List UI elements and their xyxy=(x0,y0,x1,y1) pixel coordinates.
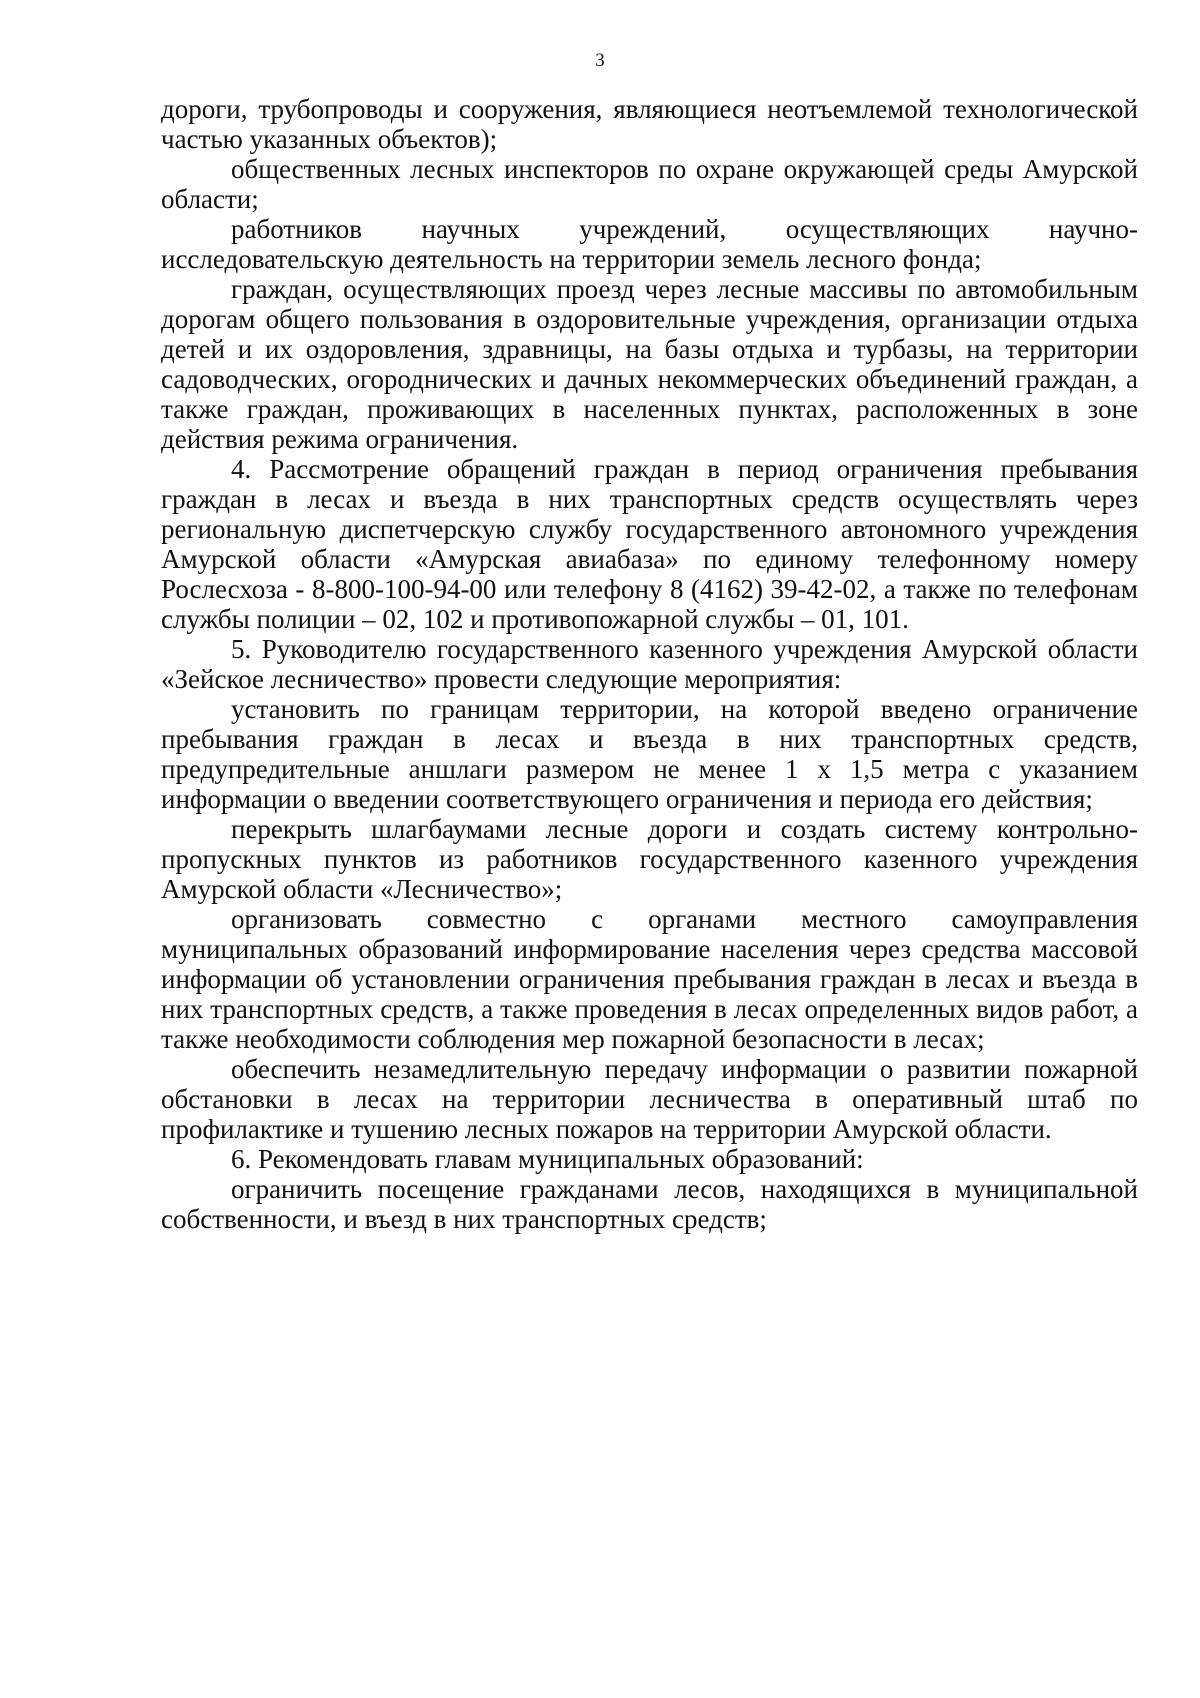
paragraph-barriers: перекрыть шлагбаумами лесные дороги и создать систему контрольно-пропускных пунктов из работников государственного казенного учреждения Амурской области «Лесничество»; xyxy=(161,814,1138,904)
paragraph-install-signs: установить по границам территории, на которой введено ограничение пребывания граждан в лесах и въезда в них транспортных средств, предупредительные аншлаги размером не менее 1 х 1,5 метра с указанием информации о введении соответствующего ограничения и периода его действия; xyxy=(161,694,1138,814)
document-body xyxy=(161,94,1138,1234)
paragraph-citizens-transit: граждан, осуществляющих проезд через лесные массивы по автомобильным дорогам общего пользования в оздоровительные учреждения, организации отдыха детей и их оздоровления, здравницы, на базы отдыха и турбазы, на территории садоводческих, огороднических и дачных некоммерческих объединений граждан, а также граждан, проживающих в населенных пунктах, расположенных в зоне действия режима ограничения. xyxy=(161,274,1138,454)
paragraph-organize-info: организовать совместно с органами местного самоуправления муниципальных образований информирование населения через средства массовой информации об установлении ограничения пребывания граждан в лесах и въезда в них транспортных средств, а также проведения в лесах определенных видов работ, а также необходимости соблюдения мер пожарной безопасности в лесах; xyxy=(161,904,1138,1054)
paragraph-item-5: 5. Руководителю государственного казенного учреждения Амурской области «Зейское лесничество» провести следующие мероприятия: xyxy=(161,634,1138,694)
paragraph-restrict-visits: ограничить посещение гражданами лесов, находящихся в муниципальной собственности, и въезд в них транспортных средств; xyxy=(161,1174,1138,1234)
page-number: 3 xyxy=(595,50,605,71)
paragraph-forest-inspectors: общественных лесных инспекторов по охране окружающей среды Амурской области; xyxy=(161,154,1138,214)
paragraph-item-4: 4. Рассмотрение обращений граждан в период ограничения пребывания граждан в лесах и въезда в них транспортных средств осуществлять через региональную диспетчерскую службу государственного автономного учреждения Амурской области «Амурская авиабаза» по единому телефонному номеру Рослесхоза - 8-800-100-94-00 или телефону 8 (4162) 39-42-02, а также по телефонам службы полиции – 02, 102 и противопожарной службы – 01, 101. xyxy=(161,454,1138,634)
paragraph-continuation: дороги, трубопроводы и сооружения, являющиеся неотъемлемой технологической частью указанных объектов); xyxy=(161,94,1138,154)
paragraph-scientific-workers: работников научных учреждений, осуществляющих научно-исследовательскую деятельность на территории земель лесного фонда; xyxy=(161,214,1138,274)
paragraph-item-6: 6. Рекомендовать главам муниципальных образований: xyxy=(231,1144,864,1174)
paragraph-transfer-info: обеспечить незамедлительную передачу информации о развитии пожарной обстановки в лесах на территории лесничества в оперативный штаб по профилактике и тушению лесных пожаров на территории Амурской области. xyxy=(161,1054,1138,1144)
